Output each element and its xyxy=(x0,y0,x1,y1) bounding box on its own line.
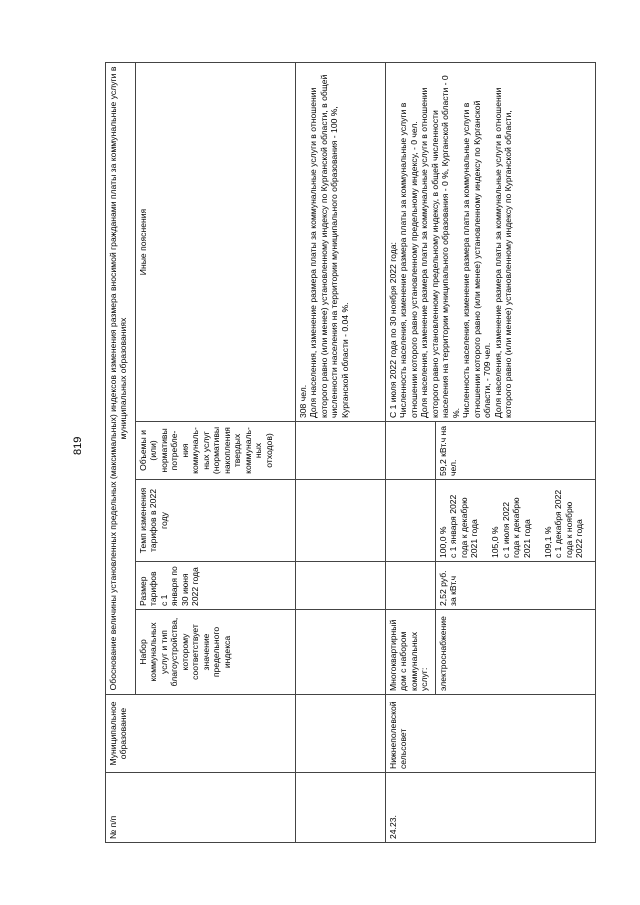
service-set-title: Многоквартирный дом с набором коммунальных услуг: xyxy=(386,610,436,695)
tariff-rate: 100,0 % с 1 января 2022 года к декабрю 2021 года 105,0 % с 1 июля 2022 года к декабрю 2021 года 109,1 % с 1 декабря 2022 года к ноябрю 2022 года xyxy=(436,480,596,562)
header-notes: Иные пояснения xyxy=(136,63,296,422)
header-tariff-size: Размер тарифов с 1 января по 30 июня 2022 года xyxy=(136,562,296,610)
rotated-table-container xyxy=(105,63,605,843)
header-tariff-rate: Темп изменения тарифов в 2022 году xyxy=(136,480,296,562)
tariff-size: 2,52 руб. за кВт.ч xyxy=(436,562,596,610)
header-group: Обоснование величины установленных предельных (максимальных) индексов изменения размера вносимой гражданами платы за коммунальные услуги в муниципальных образованиях xyxy=(106,63,136,695)
notes-cell: С 1 июля 2022 года по 30 ноября 2022 года: Численность населения, изменение размера платы за коммунальные услуги в отношении которого равно установленному предельному индексу, - 0 чел. Доля населения, изменение размера платы за коммунальные услуги в отношении которого равно установленному предельному индексу, в общей численности населения на территории муниципального образования - 0 %, Курганской области - 0 %. Численность населения, изменение размера платы за коммунальные услуги в отношении которого равно (или менее) установленному индексу по Курганской области, - 709 чел. Доля населения, изменение размера платы за коммунальные услуги в отношении которого равно (или менее) установленному индексу по Курганской области, xyxy=(386,63,596,422)
municipality-name: Нижнеполевской сельсовет xyxy=(386,695,596,773)
page-number: 819 xyxy=(72,436,84,455)
header-municipality: Муниципальное образование xyxy=(106,695,296,773)
service-name: электроснабжение xyxy=(436,610,596,695)
row-number: 24.23. xyxy=(386,773,596,843)
table-row xyxy=(386,63,436,843)
consumption-volume: 59,2 кВт.ч на чел. xyxy=(436,422,596,480)
header-service-set: Набор коммунальных услуг и тип благоустройства, которому соответствует значение предельного индекса xyxy=(136,610,296,695)
tariff-table xyxy=(105,62,596,843)
notes-cell: 308 чел. Доля населения, изменение размера платы за коммунальные услуги в отношении которого равно (или менее) установленному индексу по Курганской области, в общей численности населения на территории муниципального образования - 100 %, Курганской области - 0.04 %. xyxy=(296,63,386,422)
header-volume: Объемы и (или) нормативы потребле-ния коммуналь-ных услуг (нормативы накопления твердых коммуналь-ных отходов) xyxy=(136,422,296,480)
header-num: № п/п xyxy=(106,773,296,843)
table-row xyxy=(296,63,386,843)
